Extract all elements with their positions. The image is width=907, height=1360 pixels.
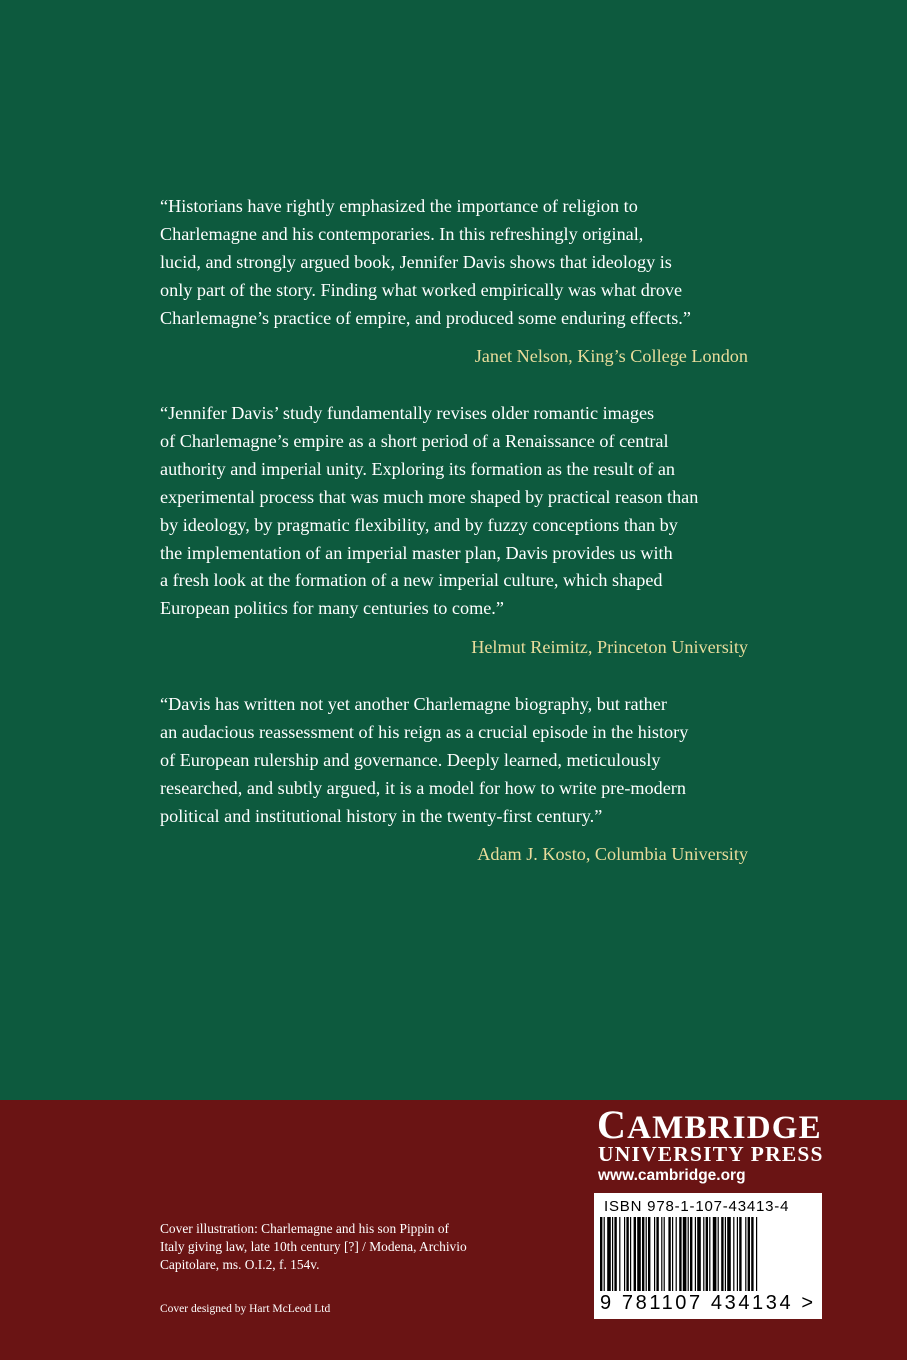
barcode-bar: [683, 1217, 687, 1291]
publisher-name: [597, 1101, 822, 1148]
barcode-bar: [637, 1217, 641, 1291]
barcode-bar: [709, 1217, 710, 1291]
quote-line: “Jennifer Davis’ study fundamentally revises older romantic images: [160, 403, 655, 423]
barcode-bar: [748, 1217, 750, 1291]
quote-line: only part of the story. Finding what worked empirically was what drove: [160, 279, 683, 300]
barcode-bar: [642, 1217, 644, 1291]
barcode-bar: [703, 1217, 704, 1291]
quote-line: a fresh look at the formation of a new imperial culture, which shaped: [160, 570, 663, 591]
publisher-name-rest: AMBRIDGE: [627, 1110, 822, 1146]
quote-line: European politics for many centuries to come.”: [160, 598, 504, 619]
barcode-bar: [654, 1217, 655, 1291]
barcode-bar: [619, 1217, 620, 1291]
review-quote-3: [160, 691, 760, 831]
quote-line: political and institutional history in the twenty-first century.”: [160, 805, 603, 826]
credit-line: Capitolare, ms. O.I.2, f. 154v.: [160, 1257, 320, 1272]
barcode-digits: 9 781107 434134 >: [600, 1292, 816, 1314]
barcode-bar: [634, 1217, 636, 1291]
quote-line: lucid, and strongly argued book, Jennifer Davis shows that ideology is: [160, 251, 672, 272]
review-attribution-1: Janet Nelson, King’s College London: [474, 346, 748, 366]
barcode-bar: [607, 1217, 611, 1291]
quote-line: Charlemagne and his contemporaries. In this refreshingly original,: [160, 223, 644, 244]
quote-line: “Historians have rightly emphasized the importance of religion to: [160, 196, 638, 216]
barcode-bar: [721, 1217, 723, 1291]
quote-line: authority and imperial unity. Exploring its formation as the result of an: [160, 458, 676, 479]
cover-illustration-credit: [160, 1220, 540, 1274]
quote-line: of European rulership and governance. Deeply learned, meticulously: [160, 749, 661, 770]
quote-line: Charlemagne’s practice of empire, and produced some enduring effects.”: [160, 307, 691, 328]
barcode-bar: [626, 1217, 628, 1291]
barcode-bar: [630, 1217, 631, 1291]
quote-line: the implementation of an imperial master plan, Davis provides us with: [160, 542, 673, 563]
barcode-bar: [727, 1217, 731, 1291]
barcode-bar: [688, 1217, 689, 1291]
barcode-bar: [646, 1217, 647, 1291]
quote-line: an audacious reassessment of his reign as a crucial episode in the history: [160, 721, 689, 742]
barcode-bar: [664, 1217, 665, 1291]
barcode-bar: [679, 1217, 681, 1291]
isbn-label: ISBN 978-1-107-43413-4: [604, 1198, 790, 1215]
barcode-bar: [733, 1217, 734, 1291]
barcode-bar: [661, 1217, 662, 1291]
barcode-box: [594, 1193, 822, 1319]
barcode-bar: [604, 1217, 605, 1291]
review-attribution-3: Adam J. Kosto, Columbia University: [477, 844, 748, 864]
barcode-bar: [672, 1217, 673, 1291]
barcode-bar: [739, 1217, 741, 1291]
barcode-bar: [713, 1217, 717, 1291]
credit-line: Italy giving law, late 10th century [?] / Modena, Archivio: [160, 1239, 467, 1254]
quote-line: of Charlemagne’s empire as a short period of a Renaissance of central: [160, 430, 669, 451]
barcode-bar: [668, 1217, 670, 1291]
barcode-bar: [600, 1217, 602, 1291]
quote-line: experimental process that was much more shaped by practical reason than: [160, 486, 699, 507]
barcode-bar: [725, 1217, 726, 1291]
publisher-name-initial: C: [597, 1102, 628, 1147]
review-quote-2: [160, 400, 760, 623]
barcode-bar: [756, 1217, 757, 1291]
review-quote-1: [160, 193, 760, 333]
review-attribution-2: Helmut Reimitz, Princeton University: [471, 637, 748, 657]
barcode-bar: [612, 1217, 613, 1291]
barcode-bar: [690, 1217, 692, 1291]
quote-line: by ideology, by pragmatic flexibility, and by fuzzy conceptions than by: [160, 514, 678, 535]
barcode-bar: [745, 1217, 746, 1291]
barcode-bar: [624, 1217, 625, 1291]
barcode-bar: [648, 1217, 650, 1291]
barcode-icon: [600, 1217, 814, 1291]
barcode-bar: [697, 1217, 701, 1291]
barcode-bar: [676, 1217, 677, 1291]
quote-line: “Davis has written not yet another Charlemagne biography, but rather: [160, 694, 667, 714]
credit-line: Cover illustration: Charlemagne and his son Pippin of: [160, 1221, 449, 1236]
cover-design-credit: Cover designed by Hart McLeod Ltd: [160, 1303, 331, 1315]
barcode-bar: [751, 1217, 753, 1291]
barcode-bar: [614, 1217, 616, 1291]
publisher-website: www.cambridge.org: [598, 1167, 746, 1184]
barcode-bar: [706, 1217, 708, 1291]
quote-line: researched, and subtly argued, it is a model for how to write pre-modern: [160, 777, 686, 798]
publisher-press: UNIVERSITY PRESS: [598, 1142, 824, 1166]
barcode-bar: [695, 1217, 696, 1291]
barcode-bar: [656, 1217, 658, 1291]
barcode-bar: [718, 1217, 719, 1291]
barcode-bar: [737, 1217, 738, 1291]
